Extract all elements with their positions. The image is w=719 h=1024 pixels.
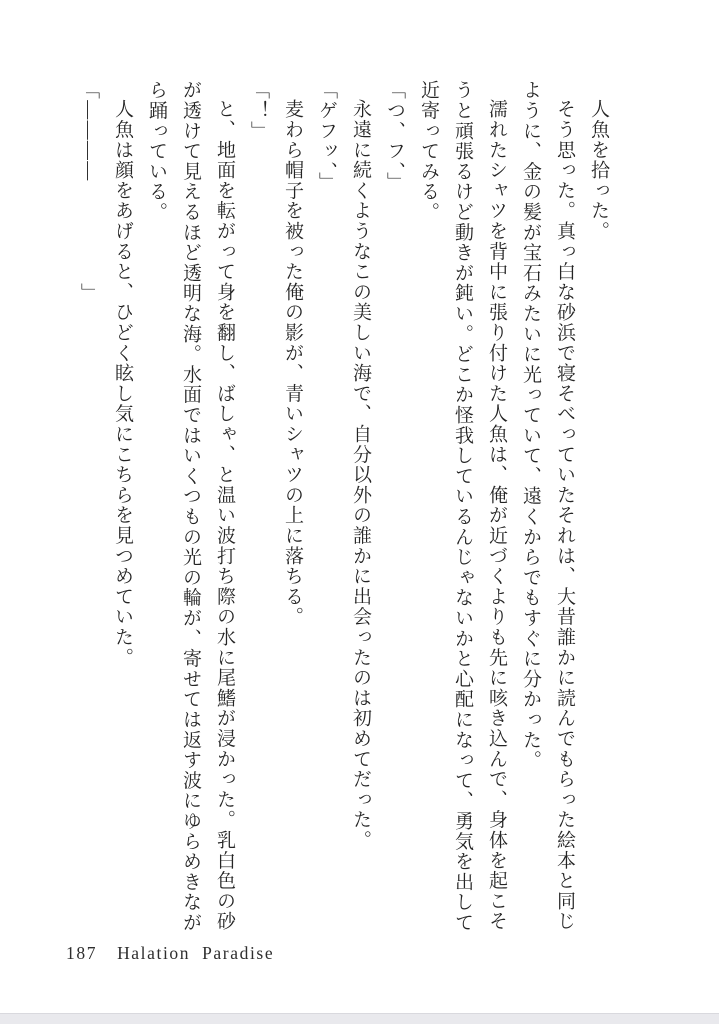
- page-number: 187: [66, 943, 98, 963]
- paragraph-5: 麦わら帽子を被った俺の影が、青いシャツの上に落ちる。: [282, 99, 303, 627]
- novel-text-block: [67, 80, 615, 942]
- page-footer: [66, 943, 274, 964]
- dialogue-line-4: 「―――― 」: [78, 80, 99, 304]
- paragraph-1: 人魚を拾った。: [588, 99, 609, 242]
- dialogue-line-1: 「つ、フ、」: [384, 80, 405, 193]
- paragraph-4: 永遠に続くようなこの美しい海で、自分以外の誰かに出会ったのは初めてだった。: [350, 99, 371, 851]
- book-title: Halation Paradise: [117, 943, 275, 963]
- paragraph-7: 人魚は顔をあげると、ひどく眩し気にこちらを見つめていた。: [112, 99, 133, 668]
- paragraph-3: 濡れたシャツを背中に張り付けた人魚は、俺が近づくよりも先に咳き込んで、身体を起こそうと頑張るけど動きが鈍い。どこか怪我しているんじゃないかと心配になって、勇気を出して近寄ってみる。: [418, 80, 507, 933]
- bottom-bar: [0, 1013, 719, 1024]
- paragraph-2: そう思った。真っ白な砂浜で寝そべっていたそれは、大昔誰かに読んでもらった絵本と同じように、金の髪が宝石みたいに光っていて、遠くからでもすぐに分かった。: [520, 80, 575, 932]
- dialogue-line-3: 「！」: [248, 80, 269, 141]
- dialogue-line-2: 「ゲフッ、」: [316, 80, 337, 193]
- paragraph-6: と、地面を転がって身を翻し、ばしゃ、と温い波打ち際の水に尾鰭が浸かった。乳白色の砂が透けて見えるほど透明な海。水面ではいくつもの光の輪が、寄せては返す波にゆらめきながら踊っている。: [146, 80, 235, 933]
